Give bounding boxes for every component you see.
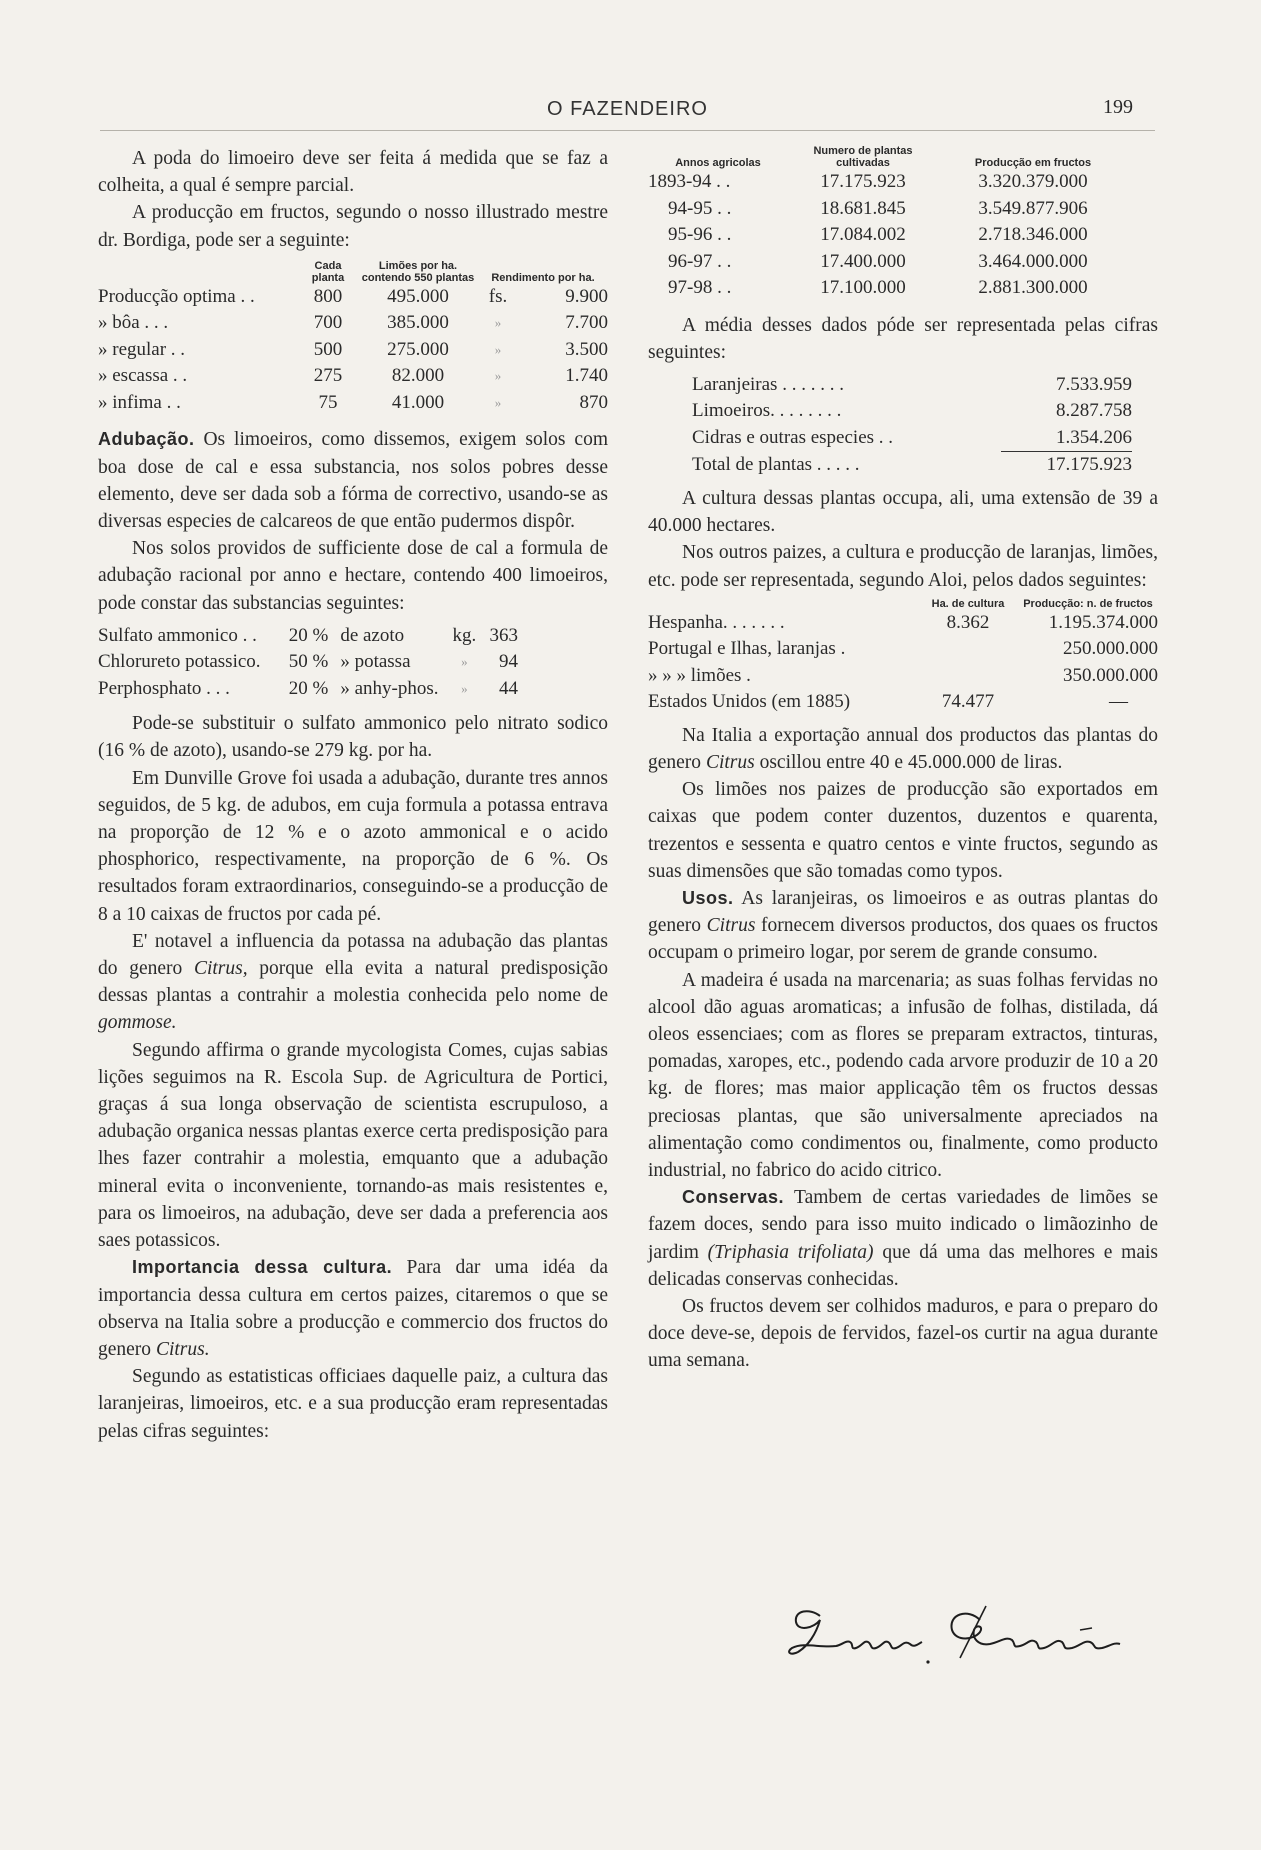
cell-prod: 1.195.374.000 [1048,611,1158,633]
table-row [648,275,1128,302]
cell-cada: 500 [313,338,343,360]
italy-statistics-table [648,145,1128,302]
cell-prefix: » [494,368,502,384]
text: porque ella evita a natural predisposição dessas plantas a contrahir a molestia conhecida pelo nome de [98,958,608,1007]
paragraph-fructos: Os fructos devem ser colhidos maduros, e para o preparo do doce deve-se, depois de fervidos, fazel-os curtir na agua durante uma semana. [648,1295,1158,1372]
paragraph-conservas [648,1184,1158,1293]
col-header-rendimento: Rendimento por ha. [491,271,595,284]
paragraph-outros-paizes: Nos outros paizes, a cultura e producção de laranjas, limões, etc. pode ser representada, segundo Aloi, pelos dados seguintes: [648,542,1158,591]
paragraph-producao: A producção em fructos, segundo o nosso illustrado mestre dr. Bordiga, pode ser a seguinte: [98,202,608,251]
cell-year: 97-98 . . [668,277,732,298]
average-table [692,372,1132,479]
table-row [648,610,1158,637]
cell-nutrient: de azoto [340,624,405,646]
table-row [98,676,518,703]
cell-year: 1893-94 . . [648,171,731,192]
paragraph-media: A média desses dados póde ser representada pelas cifras seguintes: [648,314,1158,363]
paragraph-estatisticas: Segundo as estatisticas officiaes daquelle paiz, a cultura das laranjeiras, limoeiros, etc. e a sua producção eram representadas pelas cifras seguintes: [98,1366,608,1442]
text: As laranjeiras, os limoeiros e as outras plantas do genero [648,887,1158,937]
table-row [98,310,608,337]
cell-prod: 350.000.000 [1063,664,1158,686]
table-row [98,390,608,417]
paragraph-importancia [98,1254,608,1363]
paragraph-madeira: A madeira é usada na marcenaria; as suas folhas fervidas no alcool dão aguas aromaticas; a infusão de folhas, distilada, dá oleos essenciaes; com as flores se preparam extractos, tinturas, pomadas, xaropes, etc., podendo cada arvore produzir de 10 a 20 kg. de flores; mas maior applicação têm os fructos dessas preciosas plantas, que são universalmente apreciados na alimentação como condimentos ou, finalmente, como producto industrial, no fabrico do acido citrico. [648,969,1158,1181]
cell-fruits: 3.320.379.000 [978,171,1088,192]
cell-species: Cidras e outras especies . . [692,427,894,449]
row-label: Producção optima . . [98,285,255,307]
table-row [648,222,1128,249]
heading-importancia: Importancia dessa cultura. [132,1257,393,1278]
col-header-limoes: Limões por ha. contendo 550 plantas [361,259,475,284]
col-header-prod: Producção: n. de fructos [1023,597,1153,610]
cell-prefix: » [494,315,502,331]
cell-value: 1.354.206 [1001,425,1132,452]
cell-rendimento: 9.900 [565,285,608,307]
table-row [98,623,518,650]
cell-ha: 74.477 [941,691,995,713]
cell-fertilizer: Sulfato ammonico . . [98,624,257,646]
page-header [100,94,1155,131]
cell-nutrient: » potassa [340,651,411,673]
table-row [692,398,1132,425]
paragraph-caixas: Os limões nos paizes de producção são exportados em caixas que podem conter duzentos, duzentos e quarenta, trezentos e sessenta e quatro centos e vinte fructos, segundo as suas dimensões que são tomadas como typos. [648,779,1158,882]
cell-limoes: 495.000 [387,285,449,307]
row-label: » regular . . [98,338,186,360]
text: Tambem de certas variedades de limões se fazem doces, sendo para isso muito indicado o limãozinho de jardim [648,1187,1158,1263]
col-header-plantas: Numero de plantas cultivadas [813,145,913,169]
italy-table-header [648,145,1128,169]
paragraph-adubacao [98,426,608,535]
cell-ha [918,636,1018,663]
text: E' notavel a influencia da potassa na adubação das plantas do genero [98,930,608,980]
fertilizer-table [98,623,518,703]
cell-unit: » [461,654,468,670]
italic-citrus: Citrus, [193,958,248,980]
cell-prefix: » [494,394,502,410]
cell-fruits: 2.718.346.000 [978,224,1088,245]
cell-plants: 17.175.923 [820,171,906,192]
paragraph-exportacao [648,722,1158,776]
heading-adubacao: Adubação. [98,429,195,450]
table-row [648,689,1158,716]
cell-fertilizer: Perphosphato . . . [98,677,230,699]
paragraph-comes: Segundo affirma o grande mycologista Comes, cujas sabias lições seguimos na R. Escola Sup. de Agricultura de Portici, graças á sua longa observação de scientista escrupuloso, a adubação organica nessas plantas exerce certa predisposição para lhes fazer contrahir a molestia, emquanto que a adubação mineral evita o inconveniente, tornando-as mais resistentes e, para os limoeiros, na adubação, deve ser dada a preferencia aos saes potassicos. [98,1039,608,1252]
production-table [98,260,608,417]
cell-percent: 50 % [288,651,329,673]
cell-limoes: 82.000 [391,365,445,387]
cell-cada: 75 [318,391,338,413]
cell-fruits: 3.464.000.000 [978,250,1088,272]
col-header-cada: Cada planta [311,259,345,284]
paragraph-dunville: Em Dunville Grove foi usada a adubação, durante tres annos seguidos, de 5 kg. de adubos, em cuja formula a potassa entrava na proporção de 12 % e o azoto ammonical e o acido phosphorico, respectivamente, na proporção de 6 %. Os resultados foram extraordinarios, conseguindo-se a producção de 8 a 10 caixas de fructos por cada pé. [98,767,608,925]
table-row [98,363,608,390]
cell-unit: kg. [452,624,477,646]
table-row [98,284,608,311]
cell-nutrient: » anhy-phos. [340,677,439,699]
cell-country: » » » limões . [648,664,751,686]
cell-unit: » [461,680,468,696]
cell-species: Total de plantas . . . . . [692,454,860,476]
cell-prefix: » [494,341,502,357]
cell-cada: 275 [313,365,343,387]
paragraph-usos [648,885,1158,967]
adubacao-text: Os limoeiros, como dissemos, exigem solos com boa dose de cal e essa substancia, nos solos pobres desse elemento, deve ser dada sob a fórma de correctivo, usando-se as diversas especies de calcareos de que então pudermos dispôr. [98,429,608,532]
text: que dá uma das melhores e mais delicadas conservas conhecidas. [648,1241,1158,1290]
text: fornecem diversos productos, dos quaes os fructos occupam o primeiro logar, por serem de grande consumo. [648,915,1158,964]
table-row [648,636,1158,663]
paragraph-substituir: Pode-se substituir o sulfato ammonico pelo nitrato sodico (16 % de azoto), usando-se 279 kg. por ha. [98,713,608,762]
cell-rendimento: 870 [579,391,608,413]
cell-kg: 44 [499,677,518,699]
table-row-total [692,452,1132,479]
author-signature [780,1598,1140,1668]
cell-plants: 17.100.000 [820,277,906,298]
cell-value: 8.287.758 [1056,400,1132,422]
cell-year: 94-95 . . [668,197,732,219]
cell-value: 7.533.959 [1056,373,1132,395]
cell-fruits: 3.549.877.906 [978,197,1088,219]
text: Na Italia a exportação annual dos productos das plantas do genero [648,724,1158,773]
page-number: 199 [1103,96,1133,118]
cell-country: Estados Unidos (em 1885) [648,691,851,713]
cell-limoes: 385.000 [387,312,449,334]
row-label: » escassa . . [98,365,188,387]
cell-kg: 94 [499,651,518,673]
table-row [648,196,1128,223]
countries-table [648,598,1158,716]
italic-citrus: Citrus [705,751,755,773]
cell-fertilizer: Chlorureto potassico. [98,651,261,673]
cell-limoes: 275.000 [387,338,449,360]
cell-prod: — [1109,691,1128,713]
col-header-annos: Annos agricolas [675,157,761,169]
cell-plants: 17.084.002 [820,224,906,245]
cell-percent: 20 % [288,624,329,646]
col-header-ha: Ha. de cultura [931,597,1005,610]
cell-species: Limoeiros. . . . . . . . [692,400,842,422]
paragraph-extensao: A cultura dessas plantas occupa, ali, uma extensão de 39 a 40.000 hectares. [648,487,1158,537]
heading-conservas: Conservas. [682,1187,785,1208]
text: Para dar uma idéa da importancia dessa cultura em certos paizes, citaremos o que se observa na Italia sobre a producção e commercio dos fructos do genero [98,1257,608,1360]
paragraph-poda: A poda do limoeiro deve ser feita á medida que se faz a colheita, a qual é sempre parcial. [98,148,608,197]
italic-citrus: Citrus [706,915,756,937]
cell-rendimento: 1.740 [565,365,608,387]
cell-plants: 18.681.845 [820,197,906,219]
cell-country: Portugal e Ilhas, laranjas . [648,638,846,660]
countries-table-header [648,598,1158,610]
table-row [98,649,518,676]
table-row [648,169,1128,196]
signature-icon [780,1598,1140,1668]
table-row [692,372,1132,399]
table-row [648,663,1158,690]
table-row [648,249,1128,276]
italic-gommose: gommose. [98,1012,177,1034]
production-table-header [98,260,608,284]
row-label: » bôa . . . [98,312,169,334]
cell-fruits: 2.881.300.000 [978,277,1088,298]
table-row [98,337,608,364]
cell-ha [918,663,1018,690]
paragraph-solos: Nos solos providos de sufficiente dose de cal a formula de adubação racional por anno e hectare, contendo 400 limoeiros, pode constar das substancias seguintes: [98,538,608,614]
cell-cada: 800 [313,285,343,307]
cell-plants: 17.400.000 [820,250,906,272]
paragraph-potassa [98,928,608,1037]
italic-citrus: Citrus. [155,1338,210,1360]
cell-cada: 700 [313,312,343,334]
journal-title: O FAZENDEIRO [547,98,708,120]
cell-year: 96-97 . . [668,250,732,272]
cell-kg: 363 [489,624,518,646]
table-row [692,425,1132,452]
right-column [648,145,1158,1375]
cell-year: 95-96 . . [668,224,732,245]
col-header-producao: Producção em fructos [974,157,1092,169]
cell-prefix: fs. [488,285,508,307]
heading-usos: Usos. [682,887,734,908]
row-label: » infima . . [98,391,181,413]
left-column [98,145,608,1445]
cell-percent: 20 % [288,677,329,699]
cell-limoes: 41.000 [391,391,445,413]
cell-value: 17.175.923 [1046,454,1132,476]
cell-rendimento: 7.700 [565,312,608,334]
italic-triphasia: (Triphasia trifoliata) [707,1241,874,1263]
cell-species: Laranjeiras . . . . . . . [692,373,844,395]
cell-prod: 250.000.000 [1063,638,1158,660]
cell-country: Hespanha. . . . . . . [648,611,785,633]
text: oscillou entre 40 e 45.000.000 de liras. [754,751,1063,773]
cell-ha: 8.362 [946,611,990,633]
cell-rendimento: 3.500 [565,338,608,360]
